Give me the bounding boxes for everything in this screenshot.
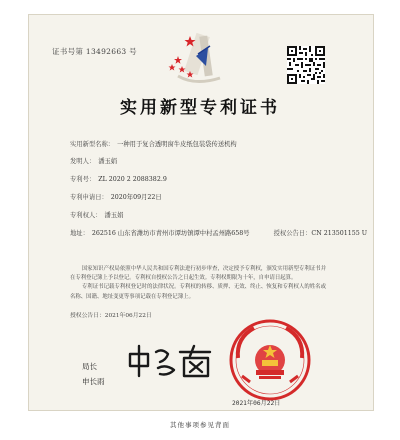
emblem-icon (160, 26, 240, 88)
seal-date: 2021年06月22日 (232, 400, 281, 407)
official-seal-icon (228, 318, 312, 402)
director-name: 申长雨 (82, 377, 105, 386)
grant-publication-number: 授权公告日：CN 213501155 U (273, 230, 368, 237)
footer-note: 其他事项参见背面 (170, 421, 230, 429)
body-paragraph-1: 国家知识产权局依照中华人民共和国专利法进行初步审查，决定授予专利权，颁发实用新型专利证书并在专利登记簿上予以登记。专利权自授权公告之日起生效。专利权期限为十年，自申请日起算。 (70, 266, 326, 282)
signature-icon (122, 342, 217, 382)
body-paragraph-2: 专利证书记载专利权登记时的法律状况。专利权的转移、质押、无效、终止、恢复和专利权人的姓名或名称、国籍、地址变更等事项记载在专利登记簿上。 (70, 284, 326, 300)
grant-date-line: 授权公告日：2021年06月22日 (70, 313, 152, 319)
body-paragraphs (70, 265, 326, 302)
address: 地址： 262516 山东省潍坊市青州市谭坊镇谭中村孟州路658号 授权公告日：CN 213501155 U (70, 230, 368, 237)
qr-code (287, 46, 325, 84)
patent-number: 专利号： ZL 2020 2 2088382.9 (70, 176, 167, 183)
utility-model-name: 实用新型名称： 一种用于复合透明窗牛皮纸包装袋传送机构 (70, 141, 237, 148)
certificate-number: 证书号第 13492663 号 (52, 47, 137, 56)
filing-date: 专利申请日： 2020年09月22日 (70, 194, 162, 201)
inventor: 发明人： 潘玉娟 (70, 158, 118, 165)
director-title: 局长 (82, 362, 97, 371)
patentee: 专利权人： 潘玉娟 (70, 212, 124, 219)
certificate-title: 实用新型专利证书 (120, 98, 280, 118)
